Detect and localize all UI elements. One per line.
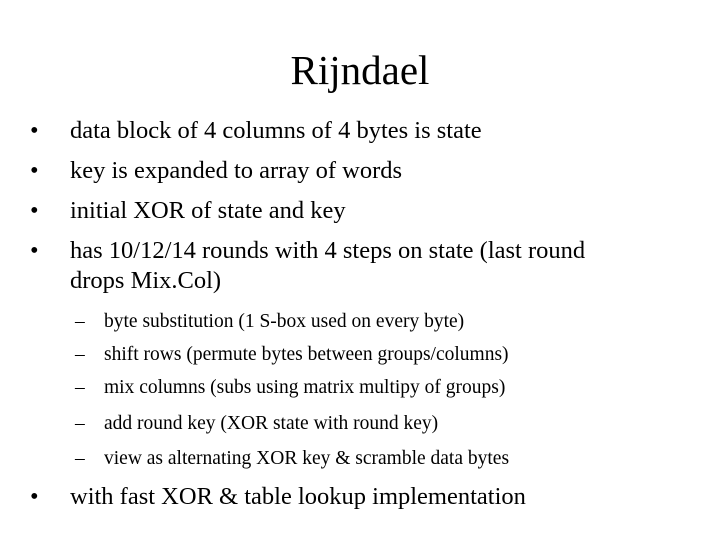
bullet-text: key is expanded to array of words xyxy=(70,157,403,184)
sub-bullet-dash-icon: – xyxy=(75,311,85,332)
sub-bullet-dash-icon: – xyxy=(75,344,85,365)
bullet-text: has 10/12/14 rounds with 4 steps on state (last round xyxy=(70,237,586,264)
bullet-text: data block of 4 columns of 4 bytes is state xyxy=(70,117,482,144)
bullet-dot-icon: • xyxy=(30,483,39,510)
sub-bullet-item xyxy=(0,375,720,401)
sub-bullet-dash-icon: – xyxy=(75,448,85,469)
sub-bullet-item xyxy=(0,342,720,368)
bullet-item xyxy=(0,477,720,517)
bullet-text: initial XOR of state and key xyxy=(70,197,346,224)
sub-bullet-item xyxy=(0,446,720,472)
bullet-item xyxy=(0,191,720,231)
sub-bullet-dash-icon: – xyxy=(75,413,85,434)
slide-title: Rijndael xyxy=(290,47,430,93)
sub-bullet-text: shift rows (permute bytes between groups/columns) xyxy=(104,344,509,365)
bullet-item xyxy=(0,231,720,301)
sub-bullet-text: view as alternating XOR key & scramble data bytes xyxy=(104,448,510,469)
bullet-dot-icon: • xyxy=(30,237,39,264)
bullet-text: with fast XOR & table lookup implementation xyxy=(70,483,526,510)
sub-bullet-text: byte substitution (1 S-box used on every byte) xyxy=(104,311,465,332)
sub-bullet-item xyxy=(0,411,720,437)
bullet-dot-icon: • xyxy=(30,197,39,224)
bullet-item xyxy=(0,151,720,191)
bullet-dot-icon: • xyxy=(30,157,39,184)
bullet-item xyxy=(0,111,720,151)
sub-bullet-text: mix columns (subs using matrix multipy of groups) xyxy=(104,377,506,398)
bullet-dot-icon: • xyxy=(30,117,39,144)
bullet-text-continuation: drops Mix.Col) xyxy=(70,267,222,294)
sub-bullet-item xyxy=(0,309,720,335)
sub-bullet-dash-icon: – xyxy=(75,377,85,398)
sub-bullet-text: add round key (XOR state with round key) xyxy=(104,413,439,434)
